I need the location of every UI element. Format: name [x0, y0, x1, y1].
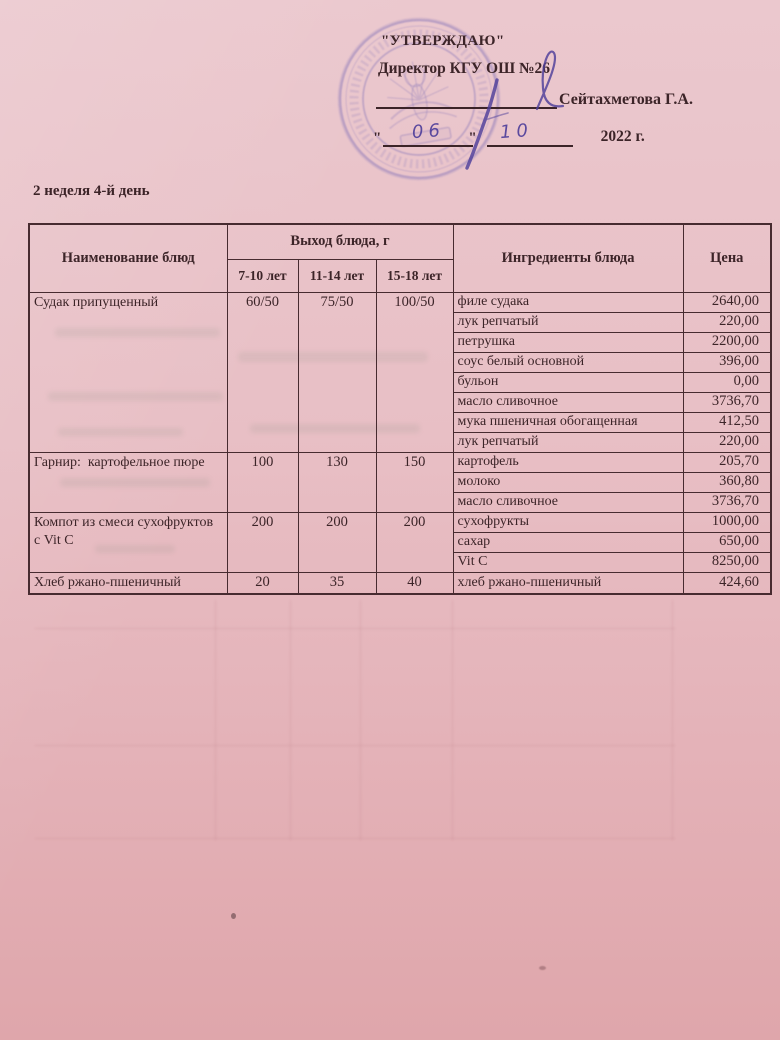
portion-cell-age-2: 100/50: [376, 292, 453, 452]
price-cell: 3736,70: [683, 492, 771, 512]
menu-table-body: [29, 292, 771, 594]
table-row: [29, 512, 771, 532]
price-cell: 220,00: [683, 432, 771, 452]
price-cell: 3736,70: [683, 392, 771, 412]
bleed-through-artifact: [672, 600, 673, 840]
header-dish: Наименование блюд: [29, 224, 227, 292]
signature-line: [376, 88, 557, 109]
price-cell: 650,00: [683, 532, 771, 552]
portion-cell-age-1: 130: [298, 452, 376, 512]
price-cell: 1000,00: [683, 512, 771, 532]
ingredient-cell: хлеб ржано-пшеничный: [453, 572, 683, 594]
ingredient-cell: масло сливочное: [453, 392, 683, 412]
date-year-label: 2022 г.: [600, 128, 645, 145]
date-month-line: [487, 117, 573, 147]
date-close-quote: ": [468, 130, 477, 146]
portion-cell-age-2: 40: [376, 572, 453, 594]
week-day-label: 2 неделя 4-й день: [33, 183, 150, 199]
bleed-through-artifact: [35, 745, 675, 746]
dish-name-cell: Судак припущенный: [29, 292, 227, 452]
dust-speck: [539, 966, 546, 970]
dish-name-cell: Компот из смеси сухофруктов с Vit C: [29, 512, 227, 572]
ingredient-cell: филе судака: [453, 292, 683, 312]
header-output-group: Выход блюда, г: [227, 224, 453, 259]
header-age-7-10: 7-10 лет: [227, 259, 298, 292]
signature-row: [376, 88, 693, 109]
ingredient-cell: молоко: [453, 472, 683, 492]
portion-cell-age-0: 100: [227, 452, 298, 512]
header-age-11-14: 11-14 лет: [298, 259, 376, 292]
bleed-through-artifact: [290, 600, 291, 840]
handwritten-month: 10: [499, 119, 534, 144]
table-row: [29, 452, 771, 472]
portion-cell-age-2: 150: [376, 452, 453, 512]
portion-cell-age-0: 60/50: [227, 292, 298, 452]
approval-title: "УТВЕРЖДАЮ": [381, 33, 505, 49]
ingredient-cell: сухофрукты: [453, 512, 683, 532]
table-row: [29, 292, 771, 312]
director-name: Сейтахметова Г.А.: [559, 91, 693, 109]
price-cell: 396,00: [683, 352, 771, 372]
bleed-through-artifact: [35, 838, 675, 839]
bleed-through-artifact: [35, 628, 675, 629]
price-cell: 8250,00: [683, 552, 771, 572]
director-label: Директор КГУ ОШ №26: [378, 60, 551, 77]
portion-cell-age-2: 200: [376, 512, 453, 572]
ingredient-cell: бульон: [453, 372, 683, 392]
menu-table-header: [29, 224, 771, 292]
header-age-15-18: 15-18 лет: [376, 259, 453, 292]
handwritten-day: 06: [411, 119, 446, 144]
dish-name-cell: Хлеб ржано-пшеничный: [29, 572, 227, 594]
price-cell: 2200,00: [683, 332, 771, 352]
portion-cell-age-0: 20: [227, 572, 298, 594]
bleed-through-artifact: [360, 600, 361, 840]
portion-cell-age-0: 200: [227, 512, 298, 572]
portion-cell-age-1: 200: [298, 512, 376, 572]
price-cell: 412,50: [683, 412, 771, 432]
portion-cell-age-1: 75/50: [298, 292, 376, 452]
date-row: [373, 119, 645, 147]
ingredient-cell: Vit C: [453, 552, 683, 572]
price-cell: 205,70: [683, 452, 771, 472]
dish-name-cell: Гарнир: картофельное пюре: [29, 452, 227, 512]
ingredient-cell: сахар: [453, 532, 683, 552]
ingredient-cell: картофель: [453, 452, 683, 472]
price-cell: 0,00: [683, 372, 771, 392]
ingredient-cell: соус белый основной: [453, 352, 683, 372]
ingredient-cell: мука пшеничная обогащенная: [453, 412, 683, 432]
ingredient-cell: лук репчатый: [453, 432, 683, 452]
ingredient-cell: масло сливочное: [453, 492, 683, 512]
bleed-through-artifact: [215, 600, 216, 840]
table-row: [29, 572, 771, 594]
dust-speck: [231, 913, 236, 919]
price-cell: 360,80: [683, 472, 771, 492]
ingredient-cell: петрушка: [453, 332, 683, 352]
price-cell: 424,60: [683, 572, 771, 594]
date-open-quote: ": [373, 130, 382, 146]
ingredient-cell: лук репчатый: [453, 312, 683, 332]
menu-table: [28, 223, 772, 595]
price-cell: 2640,00: [683, 292, 771, 312]
header-price: Цена: [683, 224, 771, 292]
date-day-line: [383, 117, 473, 147]
bleed-through-artifact: [452, 600, 453, 840]
portion-cell-age-1: 35: [298, 572, 376, 594]
price-cell: 220,00: [683, 312, 771, 332]
header-ingredients: Ингредиенты блюда: [453, 224, 683, 292]
